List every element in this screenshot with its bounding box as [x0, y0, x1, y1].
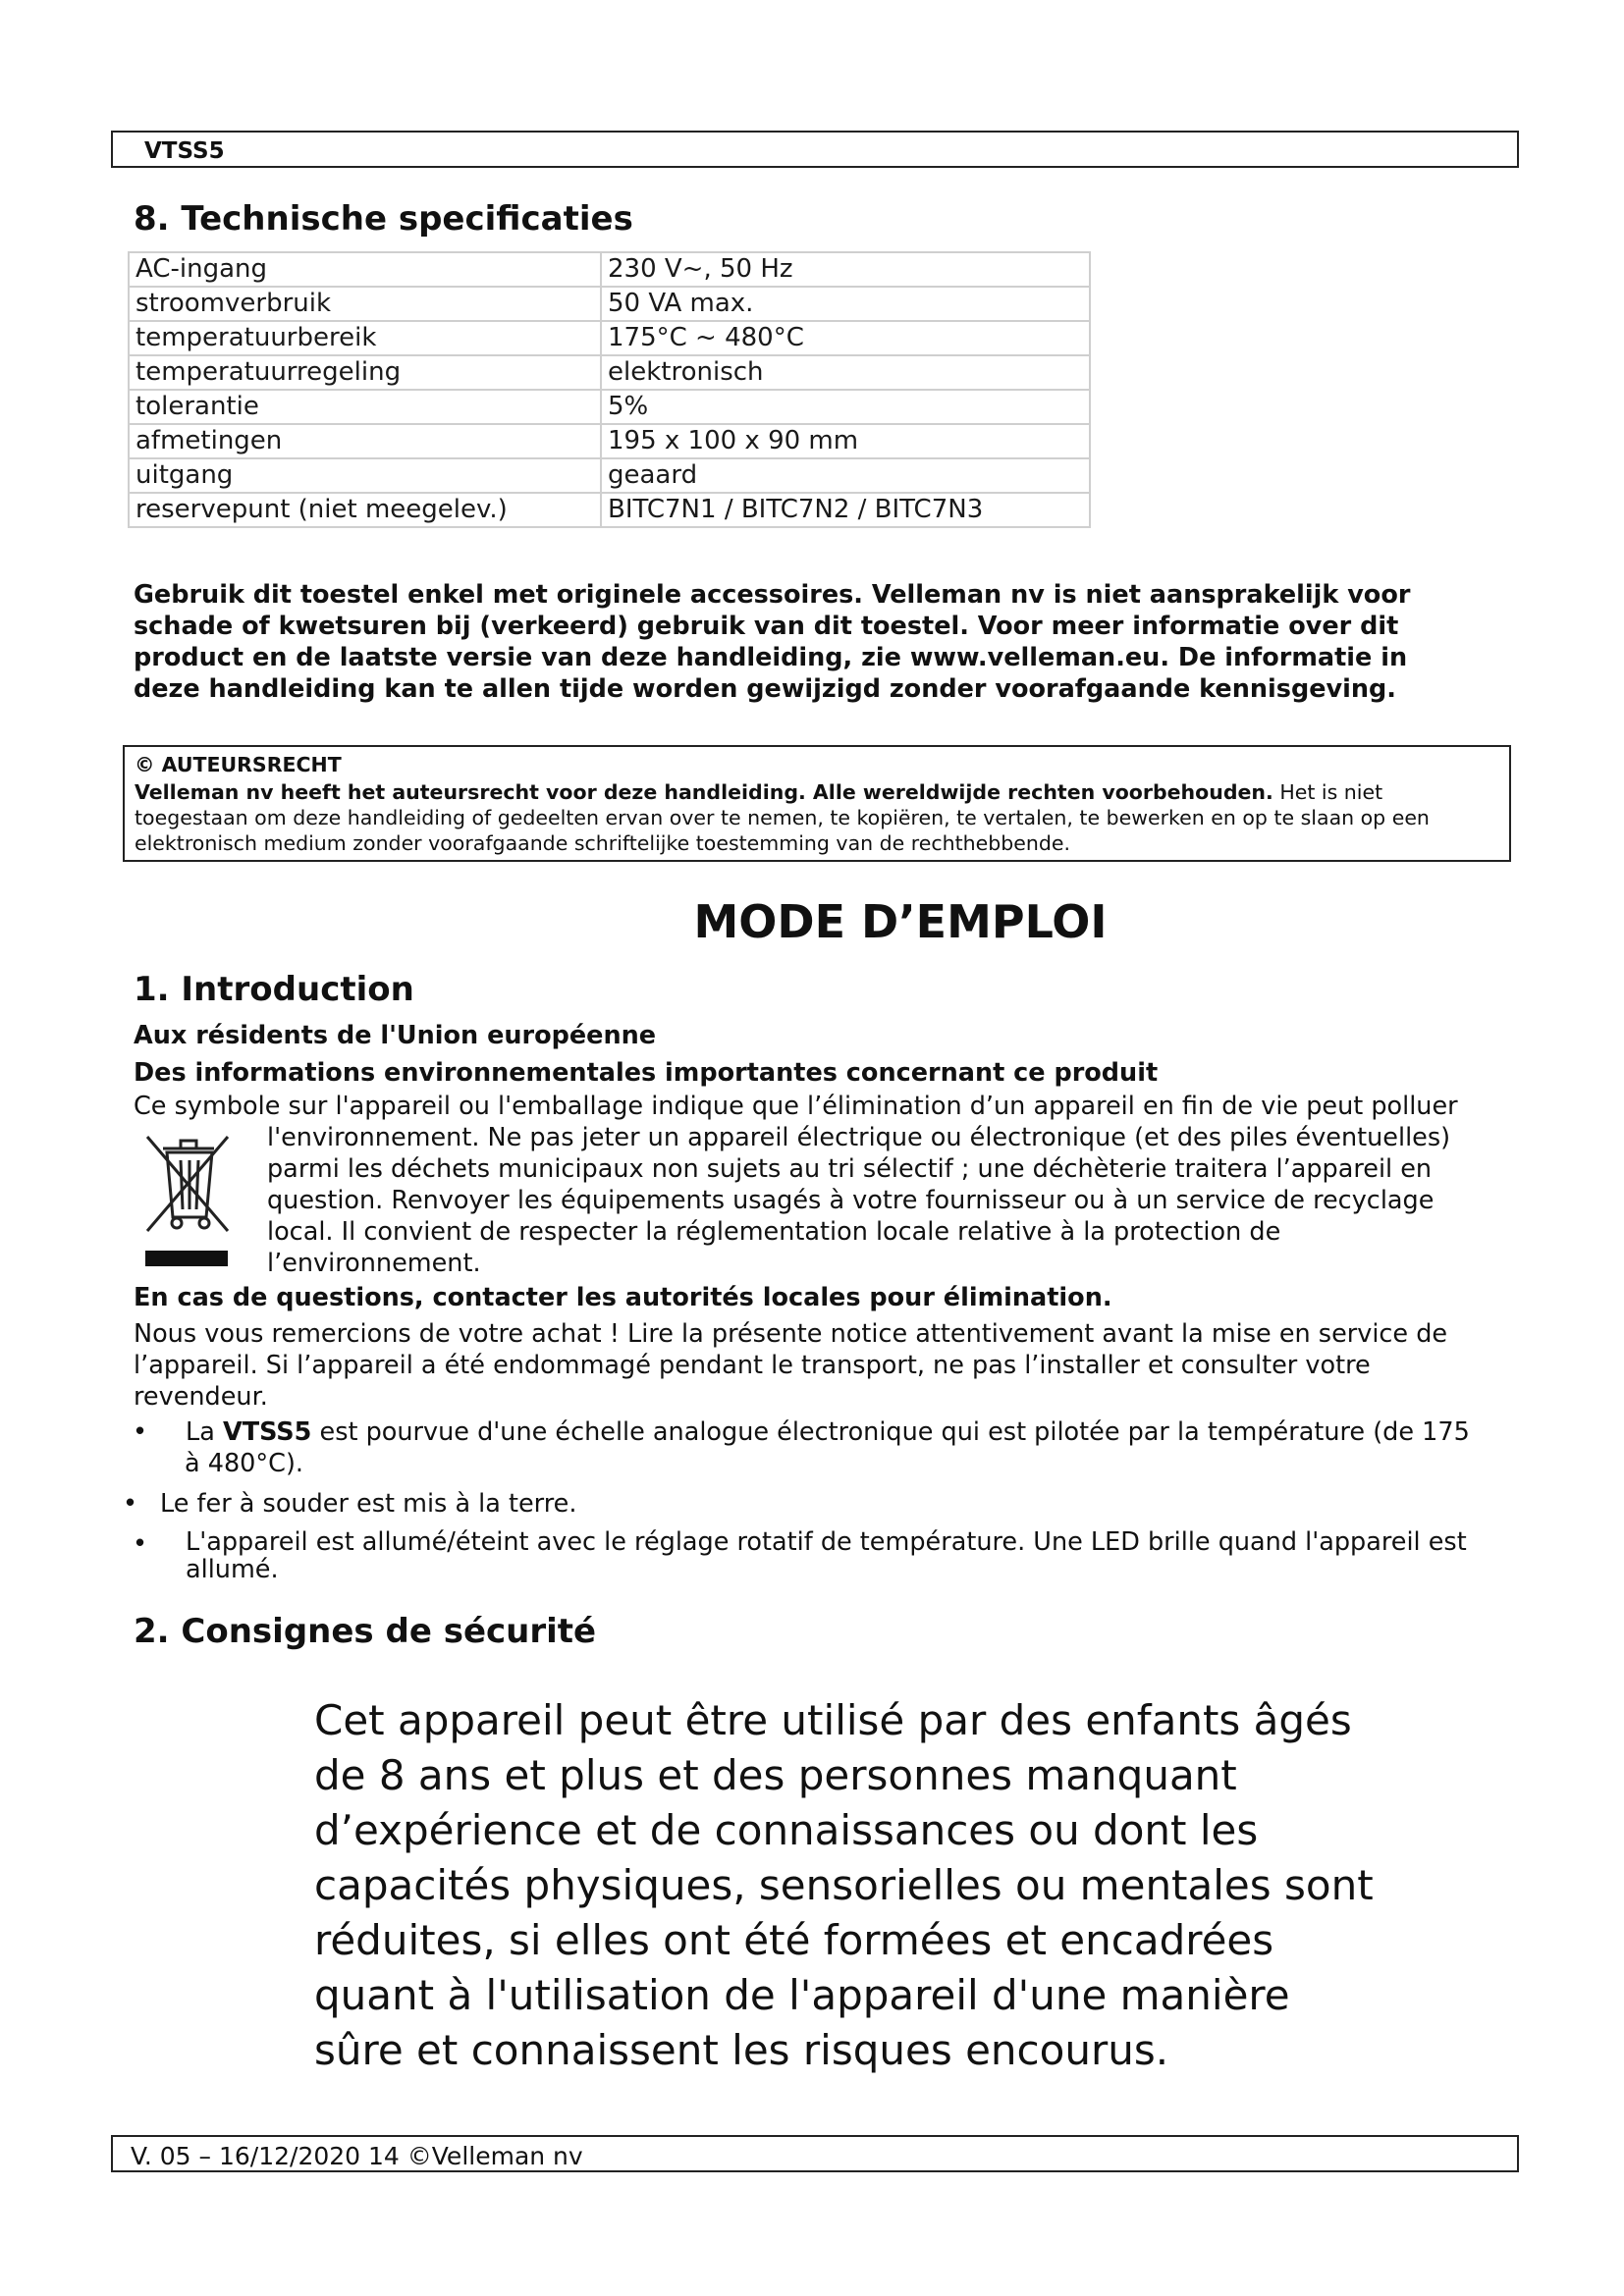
env-line: question. Renvoyer les équipements usagés à votre fournisseur ou à un service de recyclage: [267, 1186, 1435, 1215]
spec-value: BITC7N1 / BITC7N2 / BITC7N3: [601, 493, 1090, 527]
spec-value: 195 x 100 x 90 mm: [601, 424, 1090, 458]
bullet-text-line1: L'appareil est allumé/éteint avec le réglage rotatif de température. Une LED brille quand l'appareil est: [186, 1527, 1467, 1557]
safety-line: sûre et connaissent les risques encourus.: [314, 2026, 1169, 2074]
header-box: [111, 131, 1519, 168]
spec-value: elektronisch: [601, 355, 1090, 390]
thanks-line: Nous vous remercions de votre achat ! Lire la présente notice attentivement avant la mise en service de: [134, 1319, 1448, 1349]
spec-key: temperatuurregeling: [129, 355, 601, 390]
table-row: [129, 493, 1090, 527]
intro-heading: 1. Introduction: [134, 970, 414, 1009]
specs-table: [128, 251, 1091, 528]
table-row: [129, 321, 1090, 355]
env-line: l’environnement.: [267, 1249, 481, 1278]
thanks-line: revendeur.: [134, 1382, 268, 1412]
residents-heading: Aux résidents de l'Union européenne: [134, 1021, 657, 1050]
weee-bin-icon: [134, 1127, 242, 1269]
safety-line: capacités physiques, sensorielles ou mentales sont: [314, 1861, 1374, 1909]
notice-line: deze handleiding kan te allen tijde worden gewijzigd zonder voorafgaande kennisgeving.: [134, 674, 1396, 704]
section-title: MODE D’EMPLOI: [693, 895, 1108, 948]
copyright-box: [123, 745, 1511, 862]
safety-heading: 2. Consignes de sécurité: [134, 1612, 597, 1651]
notice-line: product en de laatste versie van deze handleiding, zie www.velleman.eu. De informatie in: [134, 643, 1408, 672]
bullet-text-part: La: [186, 1417, 223, 1447]
safety-line: Cet appareil peut être utilisé par des enfants âgés: [314, 1696, 1352, 1744]
bullet-dot: •: [123, 1489, 138, 1519]
spec-value: geaard: [601, 458, 1090, 493]
table-row: [129, 287, 1090, 321]
copyright-body: [135, 779, 1499, 856]
copyright-bold: Velleman nv heeft het auteursrecht voor deze handleiding. Alle wereldwijde rechten voorbehouden.: [135, 780, 1273, 804]
safety-paragraph: [314, 1693, 1473, 2078]
bullet-text-line2: à 480°C).: [185, 1449, 304, 1478]
copyright-title: © AUTEURSRECHT: [135, 753, 342, 776]
notice-paragraph: [134, 579, 1498, 705]
env-wrap-text: [267, 1122, 1504, 1279]
spec-value: 50 VA max.: [601, 287, 1090, 321]
list-item: [0, 1416, 1624, 1485]
table-row: [129, 458, 1090, 493]
thanks-line: l’appareil. Si l’appareil a été endommagé pendant le transport, ne pas l’installer et consulter votre: [134, 1351, 1371, 1380]
bullet-text-line2: allumé.: [186, 1555, 279, 1584]
spec-key: afmetingen: [129, 424, 601, 458]
bullet-dot: •: [133, 1417, 148, 1447]
contact-heading: En cas de questions, contacter les autorités locales pour élimination.: [134, 1283, 1112, 1312]
spec-key: stroomverbruik: [129, 287, 601, 321]
safety-line: réduites, si elles ont été formées et encadrées: [314, 1916, 1274, 1964]
copyright-rest: Het is niet toegestaan om deze handleiding of gedeelten ervan over te nemen, te kopiëren, te vertalen, te bewerken en op te slaan op een elektronisch medium zonder voorafgaande schriftelijke toestemming van de rechthebbende.: [135, 780, 1430, 855]
spec-key: tolerantie: [129, 390, 601, 424]
spec-key: AC-ingang: [129, 252, 601, 287]
spec-key: reservepunt (niet meegelev.): [129, 493, 601, 527]
spec-value: 175°C ~ 480°C: [601, 321, 1090, 355]
env-line: parmi les déchets municipaux non sujets au tri sélectif ; une déchèterie traitera l’appareil en: [267, 1154, 1433, 1184]
list-item: [0, 1488, 1624, 1522]
safety-line: de 8 ans et plus et des personnes manquant: [314, 1751, 1237, 1799]
spec-value: 230 V~, 50 Hz: [601, 252, 1090, 287]
bullet-text: [186, 1416, 1521, 1479]
bullet-text: Le fer à souder est mis à la terre.: [160, 1489, 577, 1519]
bullet-text-part: est pourvue d'une échelle analogue électronique qui est pilotée par la température (de 175: [311, 1417, 1470, 1447]
spec-value: 5%: [601, 390, 1090, 424]
header-model: VTSS5: [144, 138, 225, 164]
env-line: l'environnement. Ne pas jeter un appareil électrique ou électronique (et des piles éventuelles): [267, 1123, 1451, 1152]
bullet-text: [186, 1528, 1531, 1583]
thanks-paragraph: [134, 1318, 1508, 1413]
footer-box: [111, 2135, 1519, 2172]
bullet-dot: •: [133, 1529, 148, 1559]
env-heading: Des informations environnementales importantes concernant ce produit: [134, 1058, 1159, 1088]
spec-key: uitgang: [129, 458, 601, 493]
spec-key: temperatuurbereik: [129, 321, 601, 355]
safety-line: quant à l'utilisation de l'appareil d'une manière: [314, 1971, 1290, 2019]
table-row: [129, 390, 1090, 424]
bullet-model: VTSS5: [222, 1417, 312, 1447]
table-row: [129, 355, 1090, 390]
env-line: local. Il convient de respecter la réglementation locale relative à la protection de: [267, 1217, 1281, 1247]
specs-heading: 8. Technische specificaties: [134, 199, 633, 239]
list-item: [0, 1528, 1624, 1597]
table-row: [129, 252, 1090, 287]
footer-text: V. 05 – 16/12/2020 14 ©Velleman nv: [131, 2142, 583, 2170]
notice-line: schade of kwetsuren bij (verkeerd) gebruik van dit toestel. Voor meer informatie over dit: [134, 612, 1399, 641]
notice-line: Gebruik dit toestel enkel met originele accessoires. Velleman nv is niet aansprakelijk voor: [134, 580, 1411, 610]
safety-line: d’expérience et de connaissances ou dont les: [314, 1806, 1259, 1854]
table-row: [129, 424, 1090, 458]
env-line-1: Ce symbole sur l'appareil ou l'emballage indique que l’élimination d’un appareil en fin de vie peut polluer: [134, 1092, 1458, 1121]
